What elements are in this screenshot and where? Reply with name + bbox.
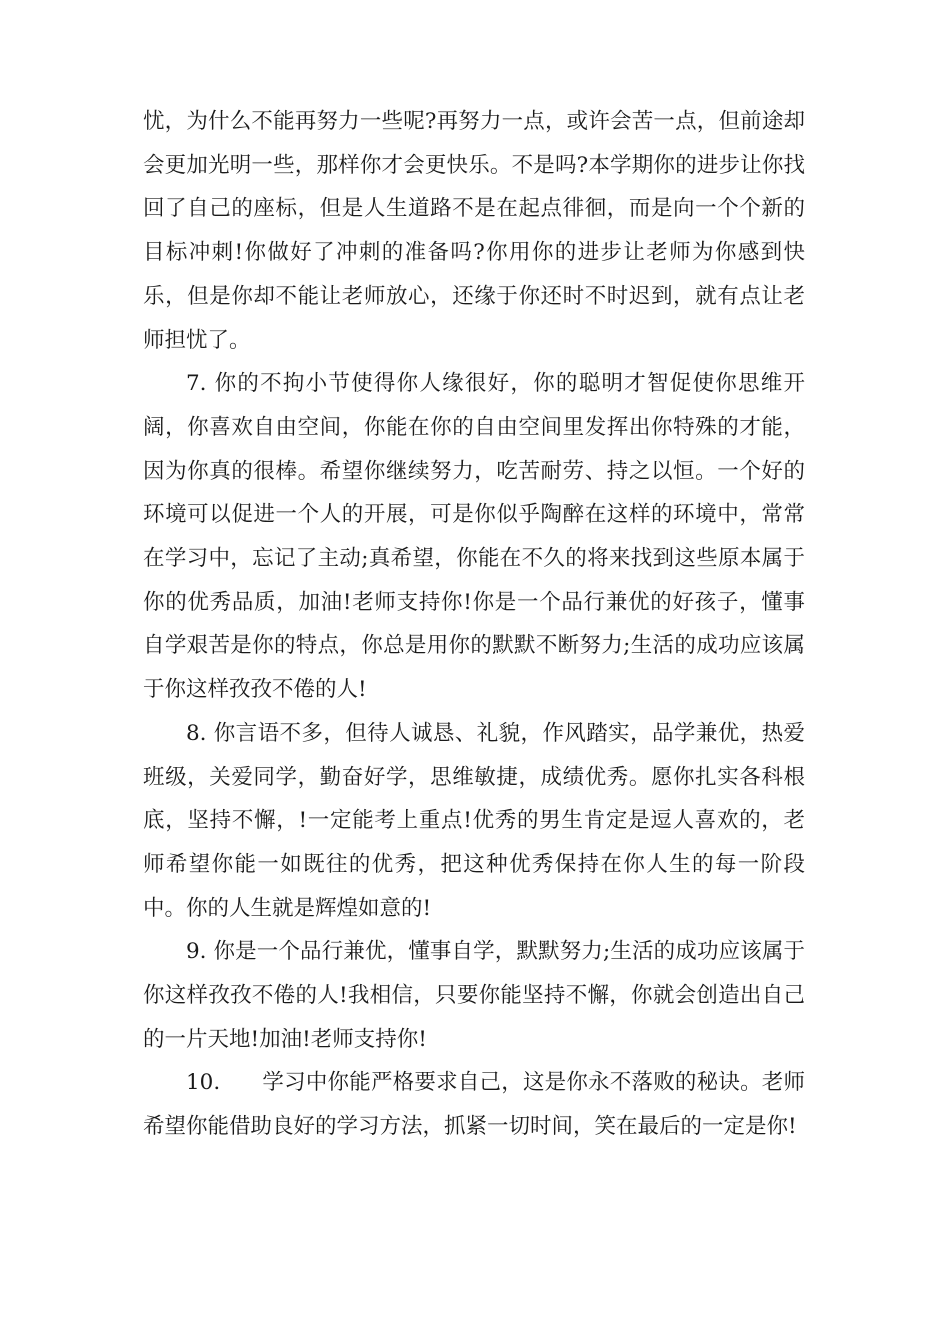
paragraph-text: 你的不拘小节使得你人缘很好，你的聪明才智促使你思维开阔，你喜欢自由空间，你能在你的自由空间里发挥出你特殊的才能，因为你真的很棒。希望你继续努力，吃苦耐劳、持之以恒。一个好的环境可以促进一个人的开展，可是你似乎陶醉在这样的环境中，常常在学习中，忘记了主动;真希望，你能在不久的将来找到这些原本属于你的优秀品质，加油!老师支持你!你是一个品行兼优的好孩子，懂事自学艰苦是你的特点，你总是用你的默默不断努力;生活的成功应该属于你这样孜孜不倦的人! <box>143 371 805 703</box>
paragraph-number: 9. <box>186 939 207 965</box>
document-body <box>143 100 805 1149</box>
paragraph-number: 8. <box>186 720 207 746</box>
paragraph-continued <box>143 100 805 362</box>
paragraph-text: 你言语不多，但待人诚恳、礼貌，作风踏实，品学兼优，热爱班级，关爱同学，勤奋好学，思维敏捷，成绩优秀。愿你扎实各科根底，坚持不懈，!一定能考上重点!优秀的男生肯定是逗人喜欢的，老师希望你能一如既往的优秀，把这种优秀保持在你人生的每一阶段中。你的人生就是辉煌如意的! <box>143 720 805 921</box>
paragraph-10 <box>143 1061 805 1148</box>
paragraph-number: 10. <box>186 1070 221 1096</box>
paragraph-text: 学习中你能严格要求自己，这是你永不落败的秘诀。老师希望你能借助良好的学习方法，抓紧一切时间，笑在最后的一定是你! <box>143 1070 805 1140</box>
paragraph-9 <box>143 930 805 1061</box>
paragraph-text: 你是一个品行兼优，懂事自学，默默努力;生活的成功应该属于你这样孜孜不倦的人!我相信，只要你能坚持不懈，你就会创造出自己的一片天地!加油!老师支持你! <box>143 939 805 1052</box>
paragraph-number: 7. <box>186 371 207 397</box>
paragraph-7 <box>143 362 805 712</box>
paragraph-text: 忧，为什么不能再努力一些呢?再努力一点，或许会苦一点，但前途却会更加光明一些，那样你才会更快乐。不是吗?本学期你的进步让你找回了自己的座标，但是人生道路不是在起点徘徊，而是向一个个新的目标冲刺!你做好了冲刺的准备吗?你用你的进步让老师为你感到快乐，但是你却不能让老师放心，还缘于你还时不时迟到，就有点让老师担忧了。 <box>143 109 805 353</box>
paragraph-8 <box>143 712 805 931</box>
